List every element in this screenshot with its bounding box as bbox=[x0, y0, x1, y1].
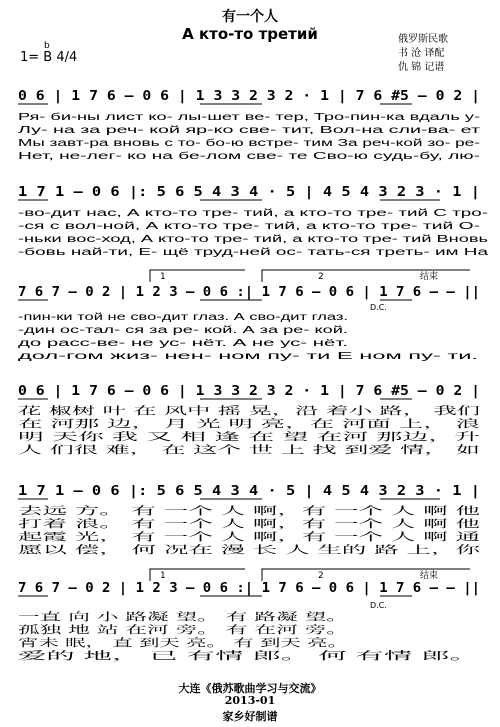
lyric-line: -ся с вол-ной, А кто-то тре- тий, а кто-то тре- тий О- bbox=[18, 221, 480, 232]
lyric-line-cn: 孤独 地 站 在河 旁。 有 在河 旁。 bbox=[18, 624, 178, 636]
lyric-line: -бовь най-ти, Е- щё труд-ней ос- тать-ся треть- им На bbox=[18, 247, 267, 258]
dc-label-staff-3: D.C. bbox=[370, 303, 387, 312]
staff-3-notes: 7 6 7 – 0 2 | 1 2 3 – 0 6 :| 1 7 6 – 0 6 | 1 7 6 – – || bbox=[18, 285, 480, 300]
lyric-line-cn: 愿以 偿， 何 况在 漫 长 人 生的 路 上，你 bbox=[18, 544, 217, 556]
staff-4-notes: 0 6 | 1 7 6 – 0 6 | 1 3 3 2 3 2 · 1 | 7 6 #5 – 0 2 | bbox=[18, 384, 481, 399]
lyric-line: -во-дит нас, А кто-то тре- тий, а кто-то тре- тий С тро- bbox=[18, 208, 488, 219]
ending-label-staff-6: 结束 bbox=[420, 571, 439, 581]
lyric-line: -дин ос-тал- ся за ре- кой. А за ре- кой. bbox=[18, 325, 348, 336]
lyric-line: -ньки вос-ход, А кто-то тре- тий, а кто-то тре- тий Вновь bbox=[18, 234, 488, 245]
dc-label-staff-6: D.C. bbox=[370, 601, 387, 610]
lyric-line-cn: 起霞 光， 有 一个 人 啊，有 一个 人 啊 通 bbox=[18, 531, 217, 543]
lyric-line-cn: 打着 浪。 有 一个 人 啊，有 一个 人 啊 他 bbox=[18, 518, 217, 530]
lyric-line-cn: 宵未 眠， 直 到天 亮。 有 到天 亮。 bbox=[18, 637, 189, 649]
credit-translator: 书 沧 译配 bbox=[398, 48, 445, 59]
staff-2-notes: 1 7 1 – 0 6 |: 5 6 5 4 3 4 · 5 | 4 5 4 3 2 3 · 1 | bbox=[18, 185, 481, 200]
lyric-line-cn: 在 河那 边， 月 光 明 亮，在 河面 上， 浪 bbox=[18, 418, 217, 430]
lyric-line-cn: 花 椒树 叶 在 风中 摇 晃，沿 着小 路， 我们 bbox=[18, 405, 227, 417]
lyric-line: дол-гом жиз- нен- ном пу- ти Е ном пу- ти. bbox=[18, 351, 478, 362]
ending-label: 结束 bbox=[420, 272, 439, 282]
lyric-line: Мы завт-ра вновь с то- бо-ю встре- тим За реч-кой зо- ре- bbox=[18, 138, 287, 149]
lyric-line-cn: 明 天你 我 又 相 逢 在 望 在河 那边，升 bbox=[18, 431, 206, 443]
lyric-line-cn: 去远 方。 有 一个 人 啊，有 一个 人 啊 他 bbox=[18, 505, 217, 517]
credit-notator: 仇 锦 记谱 bbox=[398, 62, 445, 73]
lyric-line-cn: 一直 向 小 路凝 望。 有 路凝 望。 bbox=[18, 611, 178, 623]
staff-5-notes: 1 7 1 – 0 6 |: 5 6 5 4 3 4 · 5 | 4 5 4 3 2 3 · 1 | bbox=[18, 484, 481, 499]
footer-source: 大连《俄苏歌曲学习与交流》 bbox=[178, 682, 322, 695]
footer-date: 2013-01 bbox=[224, 694, 276, 707]
volta-1-label-staff-6: 1 bbox=[160, 571, 166, 581]
lyric-line-cn: 爱的 地， 已 有情 郎。 何 有情 郎。 bbox=[18, 650, 189, 662]
volta-2-label-staff-6: 2 bbox=[318, 571, 324, 581]
staff-1-notes: 0 6 | 1 7 6 – 0 6 | 1 3 3 2 3 2 · 1 | 7 6 #5 – 0 2 | bbox=[18, 89, 481, 104]
volta-1-label: 1 bbox=[160, 272, 166, 282]
lyric-line: Ря- би-ны лист ко- лы-шет ве- тер, Тро-пин-ка вдаль у- bbox=[18, 112, 273, 123]
lyric-line: -пин-ки той не сво-дит глаз. А сво-дит глаз. bbox=[18, 312, 348, 323]
staff-6-notes: 7 6 7 – 0 2 | 1 2 3 – 0 6 :| 1 7 6 – 0 6 | 1 7 6 – – || bbox=[18, 581, 480, 596]
volta-2-label: 2 bbox=[318, 272, 324, 282]
footer-author: 家乡好制谱 bbox=[222, 710, 278, 723]
lyric-line: Нет, не-лег- ко на бе-лом све- те Сво-ю судь-бу, лю- bbox=[18, 151, 260, 162]
credit-origin: 俄罗斯民歌 bbox=[398, 34, 448, 45]
lyric-line: Лу- на за реч- кой яр-ко све- тит, Вол-на сли-ва- ет bbox=[18, 125, 481, 136]
key-signature: 1= B 4/4 bbox=[20, 50, 78, 65]
lyric-line: до расс-ве- не ус- нёт. А не ус- нёт. bbox=[18, 338, 348, 349]
title-chinese: 有一个人 bbox=[222, 9, 278, 25]
title-russian: А кто-то третий bbox=[182, 25, 318, 43]
lyric-line-cn: 人 们很 难， 在 这个 世 上 找 到爱 情， 如 bbox=[18, 444, 220, 456]
key-flat-sign: b bbox=[44, 41, 50, 51]
